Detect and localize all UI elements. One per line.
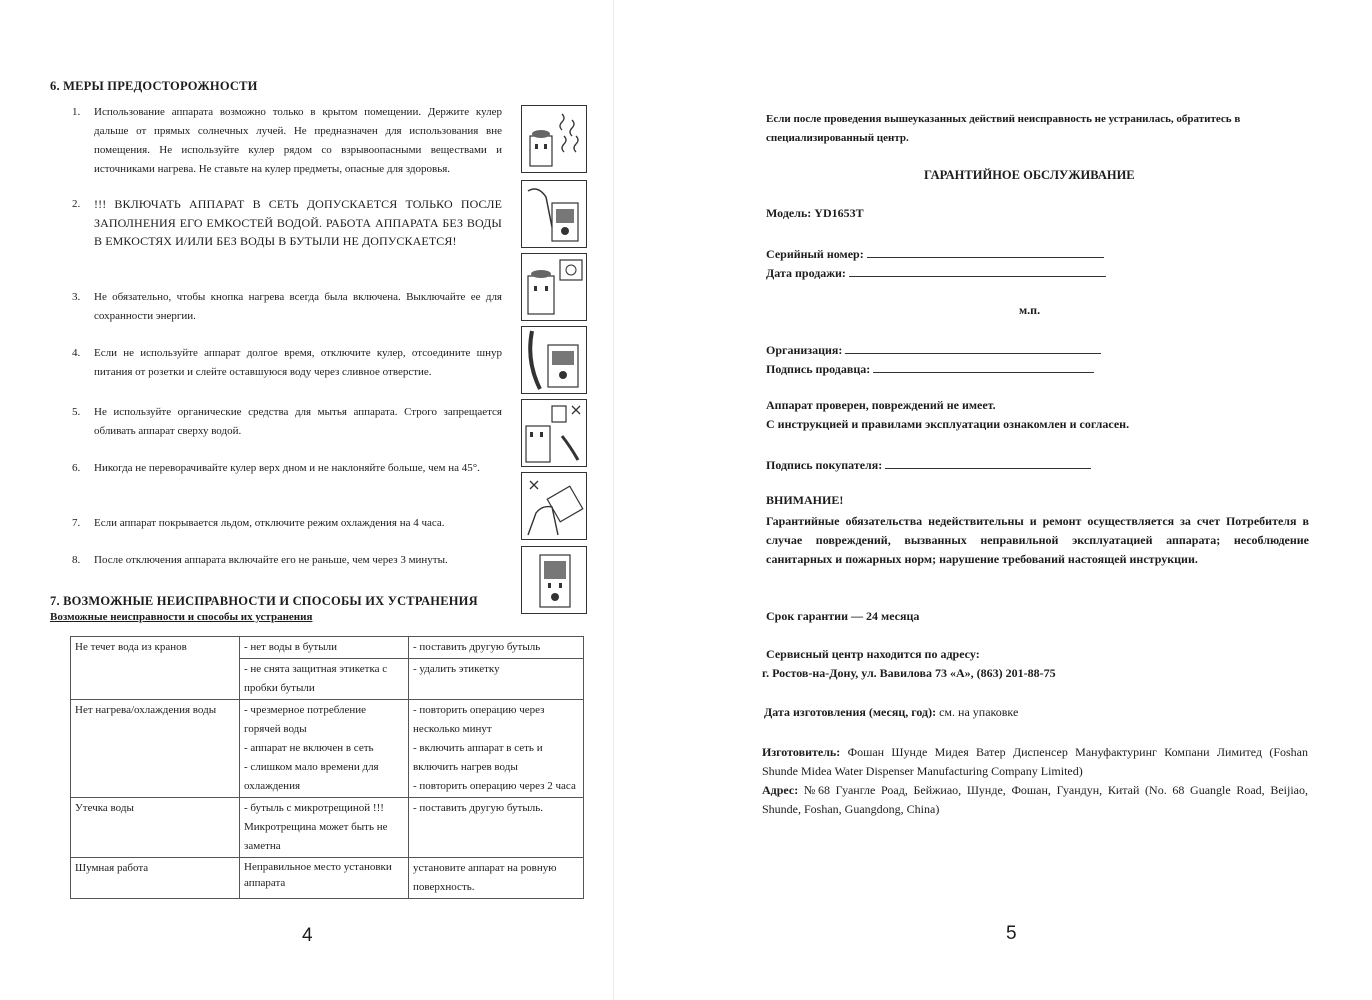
right-page [614, 0, 1372, 1000]
cause-cell: Неправильное место установки аппарата [240, 858, 409, 899]
item-text: После отключения аппарата включайте его не раньше, чем через 3 минуты. [94, 554, 448, 566]
fix-cell: - удалить этикетку [409, 659, 584, 700]
cooler-front-illustration [521, 546, 587, 614]
troubleshooting-table [70, 636, 584, 899]
problem-cell: Не течет вода из кранов [71, 637, 240, 700]
table-row [71, 637, 584, 659]
item-number: 2. [72, 198, 81, 210]
unplug-illustration [521, 326, 587, 394]
seller-signature-field[interactable]: Подпись продавца: [766, 359, 1094, 377]
warranty-title: ГАРАНТИЙНОЕ ОБСЛУЖИВАНИЕ [924, 168, 1135, 182]
item-text: Никогда не переворачивайте кулер верх дном и не наклоняйте больше, чем на 45°. [94, 462, 480, 474]
section6-title: 6. МЕРЫ ПРЕДОСТОРОЖНОСТИ [50, 79, 258, 93]
fill-water-illustration [521, 180, 587, 248]
fix-cell: - повторить операцию через несколько минут - включить аппарат в сеть и включить нагрев воды - повторить операцию через 2 часа [409, 700, 584, 798]
item-number: 4. [72, 347, 81, 359]
item-text: Не обязательно, чтобы кнопка нагрева всегда была включена. Выключайте ее для сохранности энергии. [94, 291, 502, 322]
model-label: Модель: YD1653T [766, 206, 864, 220]
item-number: 7. [72, 517, 81, 529]
precaution-item-6 [72, 459, 502, 478]
table-row [71, 700, 584, 798]
page-number-right: 5 [1006, 923, 1017, 944]
precaution-item-8 [72, 551, 502, 570]
manufacturer-address: Адрес: №68 Гуангле Роад, Бейжиао, Шунде, Фошан, Гуандун, Китай (No. 68 Guangle Road, Beijiao, Shunde, Foshan, Guangdong, China) [762, 783, 1309, 816]
precaution-item-4 [72, 344, 502, 382]
item-number: 5. [72, 406, 81, 418]
table-row [71, 858, 584, 899]
no-tilt-illustration [521, 472, 587, 540]
intro-text: Если после проведения вышеуказанных действий неисправность не устранилась, обратитесь в специализированный центр. [766, 113, 1241, 144]
cooler-sun-illustration [521, 105, 587, 173]
cause-cell: - нет воды в бутыли [240, 637, 409, 659]
serial-number-field[interactable]: Серийный номер: [766, 244, 1104, 262]
precaution-item-5 [72, 403, 502, 441]
warranty-term: Срок гарантии — 24 месяца [766, 609, 920, 623]
manufacturer: Изготовитель: Фошан Шунде Мидея Ватер Диспенсер Мануфактуринг Компани Лимитед (Foshan Shunde Midea Water Dispenser Manufacturing Company Limited) [762, 745, 1308, 778]
item-text: Не используйте органические средства для мытья аппарата. Строго запрещается обливать аппарат сверху водой. [94, 406, 502, 437]
agreement-statement: С инструкцией и правилами эксплуатации ознакомлен и согласен. [766, 417, 1130, 431]
table-row [71, 798, 584, 858]
attention-title: ВНИМАНИЕ! [766, 493, 844, 507]
item-text: !!! ВКЛЮЧАТЬ АППАРАТ В СЕТЬ ДОПУСКАЕТСЯ ТОЛЬКО ПОСЛЕ ЗАПОЛНЕНИЯ ЕГО ЕМКОСТЕЙ ВОДОЙ. РАБОТА АППАРАТА БЕЗ ВОДЫ В ЕМКОСТЯХ И/ИЛИ БЕЗ ВОДЫ В БУТЫЛИ НЕ ДОПУСКАЕТСЯ! [94, 197, 502, 248]
fix-cell: - поставить другую бутыль [409, 637, 584, 659]
section7-subtitle: Возможные неисправности и способы их устранения [50, 611, 313, 623]
sale-date-field[interactable]: Дата продажи: [766, 263, 1106, 281]
checked-statement: Аппарат проверен, повреждений не имеет. [766, 398, 996, 412]
stamp-label: м.п. [1019, 303, 1041, 317]
precaution-item-3 [72, 288, 502, 326]
problem-cell: Нет нагрева/охлаждения воды [71, 700, 240, 798]
cause-cell: - чрезмерное потребление горячей воды - аппарат не включен в сеть - слишком мало времени для охлаждения [240, 700, 409, 798]
precaution-item-7 [72, 514, 502, 533]
organization-field[interactable]: Организация: [766, 340, 1101, 358]
fix-cell: - поставить другую бутыль. [409, 798, 584, 858]
section7-title: 7. ВОЗМОЖНЫЕ НЕИСПРАВНОСТИ И СПОСОБЫ ИХ УСТРАНЕНИЯ [50, 594, 478, 608]
attention-text: Гарантийные обязательства недействительны и ремонт осуществляется за счет Потребителя в случае повреждений, вызванных неправильной эксплуатацией аппарата; несоблюдение санитарных и пожарных норм; нарушение требований настоящей инструкции. [766, 514, 1309, 566]
problem-cell: Шумная работа [71, 858, 240, 899]
service-center-address: г. Ростов-на-Дону, ул. Вавилова 73 «А», (863) 201-88-75 [762, 666, 1056, 680]
cause-cell: - бутыль с микротрещиной !!! Микротрещина может быть не заметна [240, 798, 409, 858]
item-text: Использование аппарата возможно только в крытом помещении. Держите кулер дальше от прямых солнечных лучей. Не предназначен для использования вне помещения. Не используйте кулер рядом со взрывоопасными веществами и источниками нагрева. Не ставьте на кулер предметы, опасные для здоровья. [94, 106, 502, 175]
fix-cell: установите аппарат на ровную поверхность. [409, 858, 584, 899]
no-wash-illustration [521, 399, 587, 467]
service-center-label: Сервисный центр находится по адресу: [766, 647, 980, 661]
item-number: 3. [72, 291, 81, 303]
precaution-item-2 [72, 195, 502, 251]
item-text: Если не используйте аппарат долгое время, отключите кулер, отсоедините шнур питания от розетки и слейте оставшуюся воду через сливное отверстие. [94, 347, 502, 378]
item-number: 6. [72, 462, 81, 474]
manufacture-date: Дата изготовления (месяц, год): см. на упаковке [764, 705, 1019, 719]
buyer-signature-field[interactable]: Подпись покупателя: [766, 455, 1091, 473]
cause-cell: - не снята защитная этикетка с пробки бутыли [240, 659, 409, 700]
left-page [0, 0, 614, 1000]
problem-cell: Утечка воды [71, 798, 240, 858]
precaution-item-1 [72, 103, 502, 179]
item-number: 1. [72, 106, 81, 118]
heat-button-illustration [521, 253, 587, 321]
item-text: Если аппарат покрывается льдом, отключите режим охлаждения на 4 часа. [94, 517, 445, 529]
page-number-left: 4 [302, 925, 313, 946]
item-number: 8. [72, 554, 81, 566]
